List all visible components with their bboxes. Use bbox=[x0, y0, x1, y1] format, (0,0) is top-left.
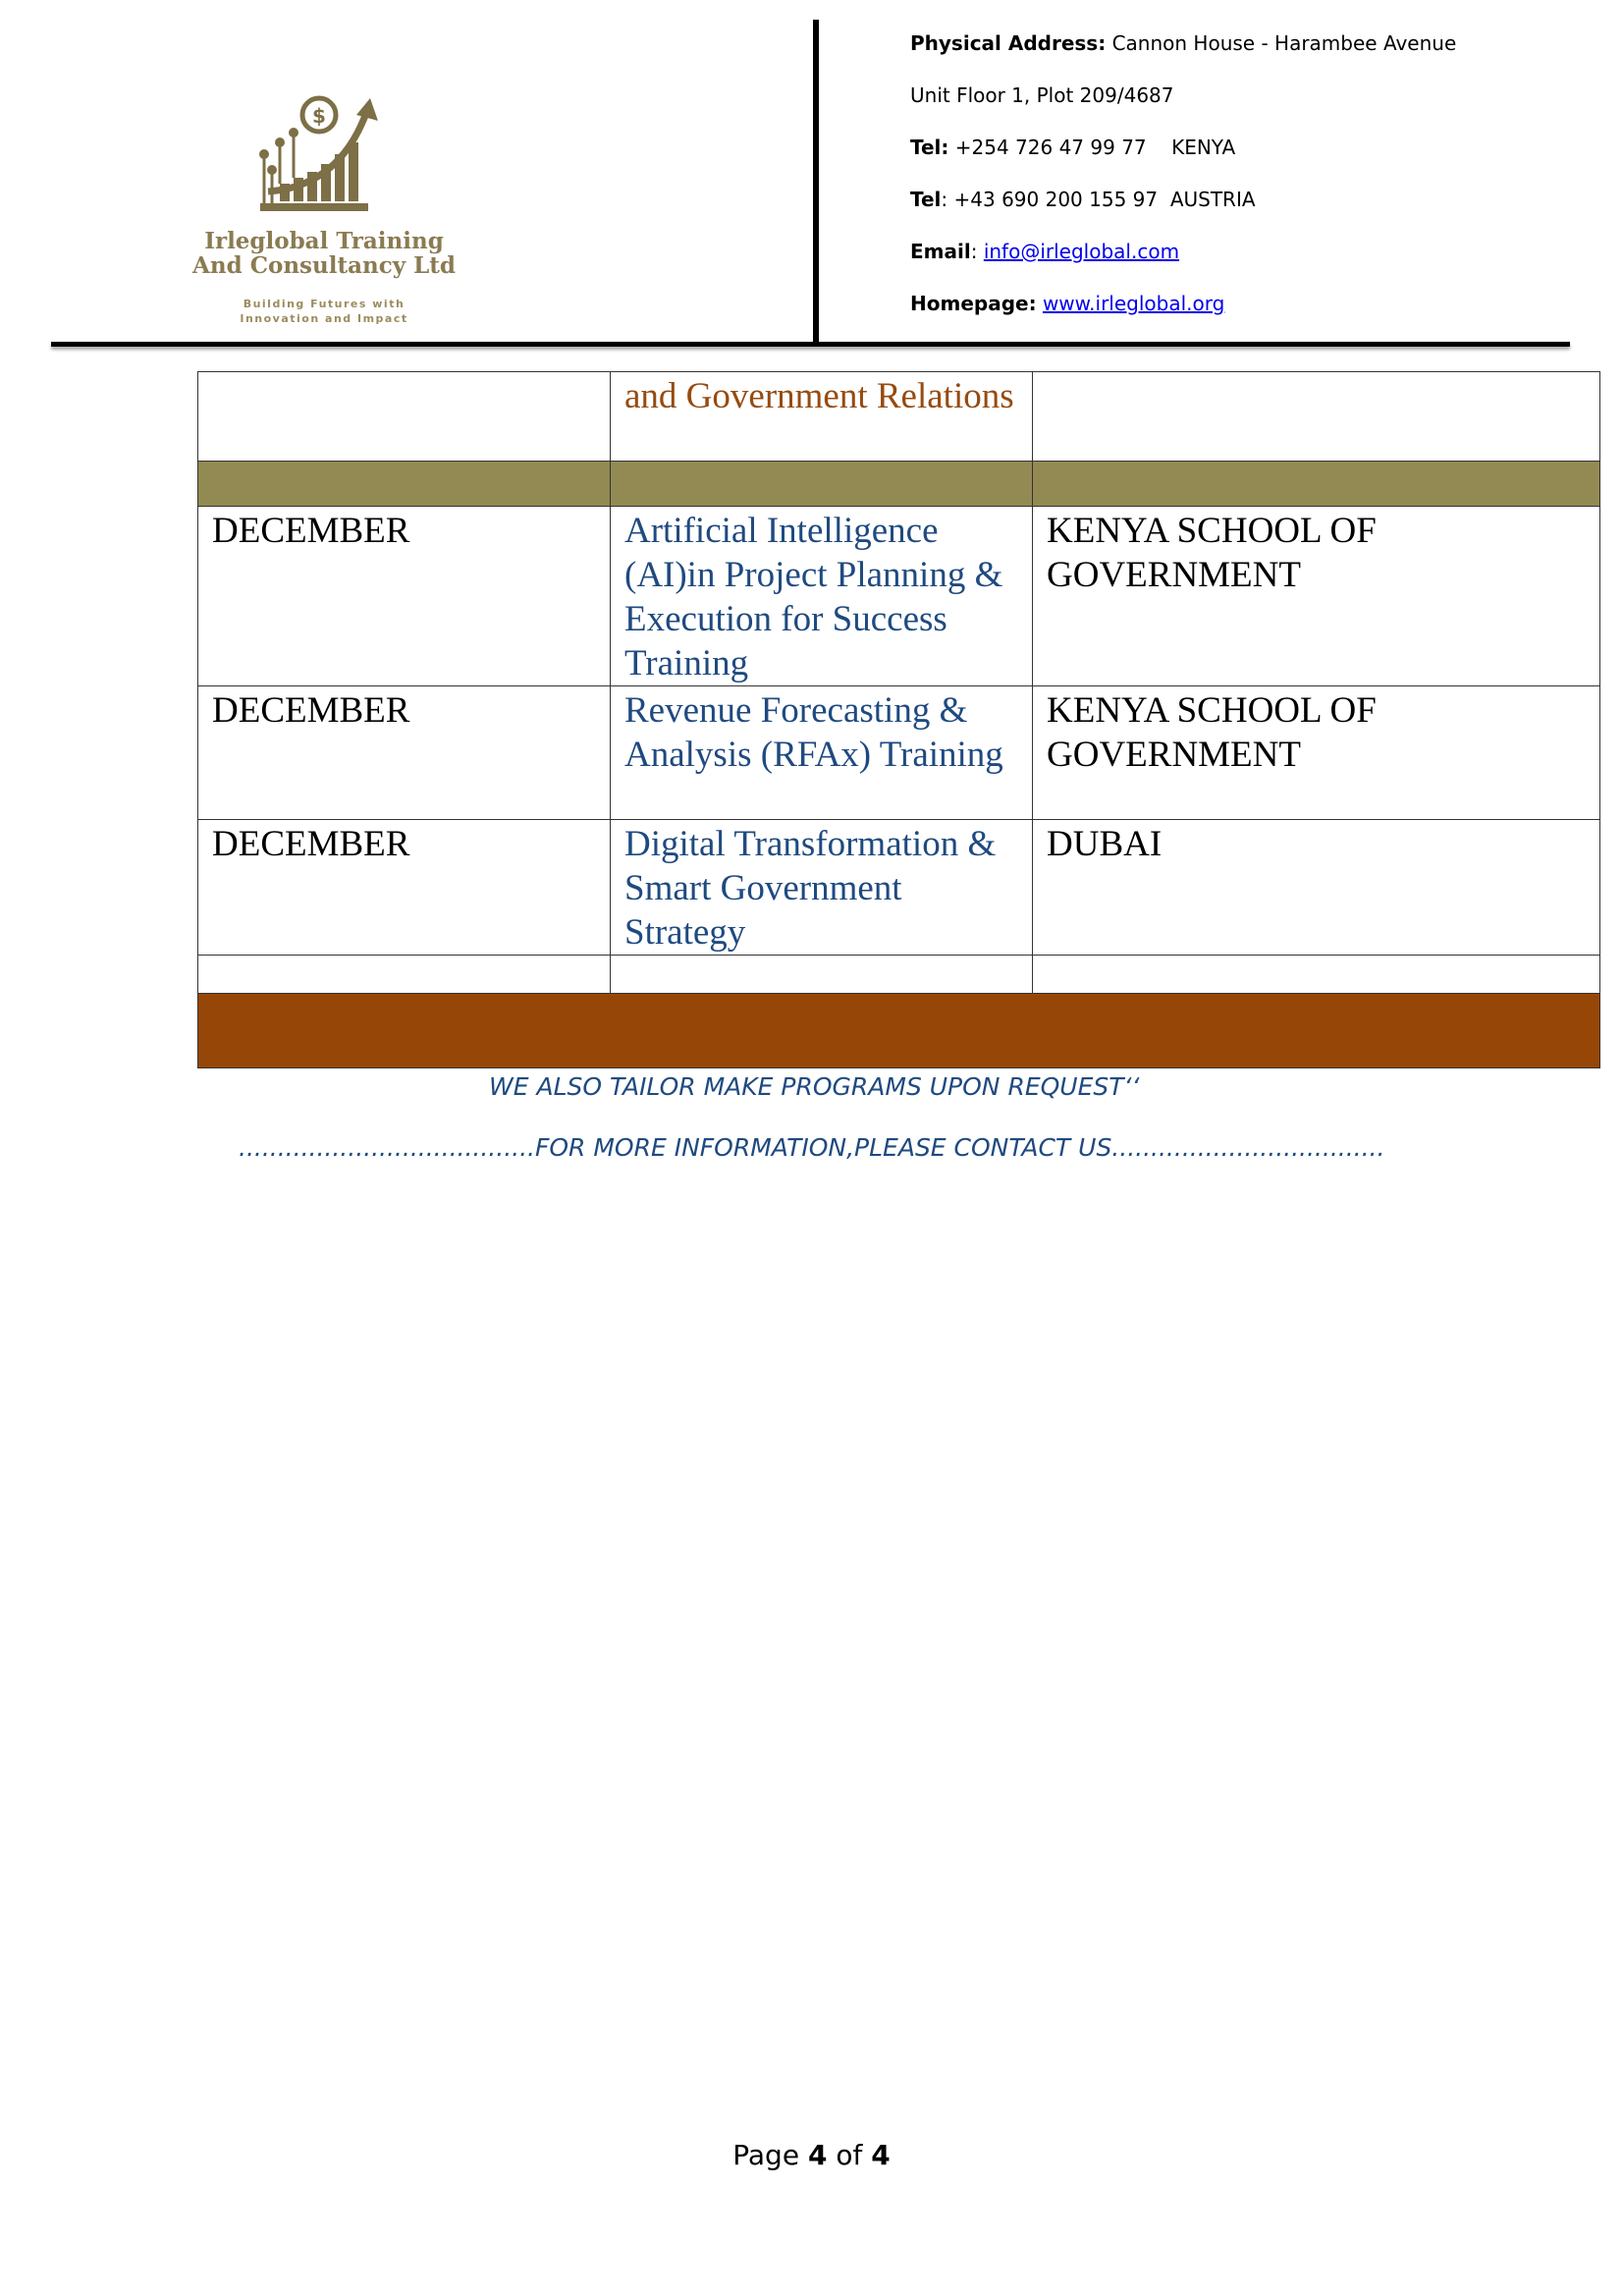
tagline-line1: Building Futures with bbox=[243, 298, 406, 310]
empty-cell bbox=[611, 956, 1033, 994]
header-vertical-divider bbox=[813, 20, 819, 344]
venue-cell: KENYA SCHOOL OF GOVERNMENT bbox=[1033, 507, 1600, 686]
tel-austria-value: : +43 690 200 155 97 AUSTRIA bbox=[941, 188, 1256, 211]
empty-cell bbox=[1033, 956, 1600, 994]
homepage-label: Homepage: bbox=[910, 292, 1037, 315]
course-cell: Digital Transformation & Smart Government Strategy bbox=[611, 820, 1033, 956]
tel-kenya-value: +254 726 47 99 77 KENYA bbox=[948, 136, 1236, 159]
address-label: Physical Address: bbox=[910, 31, 1107, 55]
email-link[interactable]: info@irleglobal.com bbox=[983, 240, 1180, 263]
training-schedule-table bbox=[197, 371, 1600, 1068]
company-name bbox=[191, 229, 457, 278]
table-separator-band bbox=[198, 462, 1600, 507]
svg-text:$: $ bbox=[312, 104, 326, 128]
page-number bbox=[0, 2139, 1623, 2171]
band-cell bbox=[611, 462, 1033, 507]
tel-kenya-label: Tel: bbox=[910, 136, 949, 159]
homepage-row bbox=[910, 290, 1456, 342]
address-row bbox=[910, 29, 1456, 82]
empty-cell bbox=[198, 956, 611, 994]
address-value: Cannon House - Harambee Avenue bbox=[1106, 31, 1457, 55]
band-cell bbox=[198, 462, 611, 507]
month-cell: DECEMBER bbox=[198, 820, 611, 956]
course-cell: Revenue Forecasting & Analysis (RFAx) Training bbox=[611, 686, 1033, 820]
header-horizontal-divider bbox=[51, 342, 1570, 347]
tel-kenya-row bbox=[910, 134, 1456, 186]
company-name-line2: And Consultancy Ltd bbox=[192, 252, 456, 279]
email-row bbox=[910, 238, 1456, 290]
table-footer-band bbox=[198, 994, 1600, 1068]
venue-cell: KENYA SCHOOL OF GOVERNMENT bbox=[1033, 686, 1600, 820]
tagline-line2: Innovation and Impact bbox=[240, 312, 408, 325]
company-tagline bbox=[191, 297, 457, 326]
table-row bbox=[198, 507, 1600, 686]
contact-info bbox=[910, 29, 1456, 342]
course-cell: and Government Relations bbox=[611, 372, 1033, 462]
page-of: of bbox=[827, 2139, 872, 2171]
homepage-link[interactable]: www.irleglobal.org bbox=[1042, 292, 1225, 315]
email-label: Email bbox=[910, 240, 971, 263]
footer-band-cell bbox=[198, 994, 1600, 1068]
course-cell: Artificial Intelligence (AI)in Project Planning & Execution for Success Training bbox=[611, 507, 1033, 686]
month-cell bbox=[198, 372, 611, 462]
company-logo bbox=[191, 93, 457, 339]
venue-cell: DUBAI bbox=[1033, 820, 1600, 956]
band-cell bbox=[1033, 462, 1600, 507]
table-row bbox=[198, 820, 1600, 956]
company-name-line1: Irleglobal Training bbox=[204, 228, 444, 254]
page-current: 4 bbox=[807, 2139, 828, 2171]
venue-cell bbox=[1033, 372, 1600, 462]
email-separator: : bbox=[970, 240, 984, 263]
page-prefix: Page bbox=[732, 2139, 808, 2171]
page-total: 4 bbox=[871, 2139, 891, 2171]
table-row-continued bbox=[198, 372, 1600, 462]
address-line2: Unit Floor 1, Plot 209/4687 bbox=[910, 83, 1174, 107]
month-cell: DECEMBER bbox=[198, 686, 611, 820]
tailor-programs-note: WE ALSO TAILOR MAKE PROGRAMS UPON REQUEST‘‘ bbox=[489, 1072, 1140, 1101]
table-empty-row bbox=[198, 956, 1600, 994]
tel-austria-label: Tel bbox=[910, 188, 942, 211]
contact-us-note: ......................................FOR MORE INFORMATION,PLEASE CONTACT US................................... bbox=[239, 1133, 1385, 1162]
growth-chart-logo-icon bbox=[250, 93, 398, 221]
month-cell: DECEMBER bbox=[198, 507, 611, 686]
table-row bbox=[198, 686, 1600, 820]
tel-austria-row bbox=[910, 186, 1456, 238]
